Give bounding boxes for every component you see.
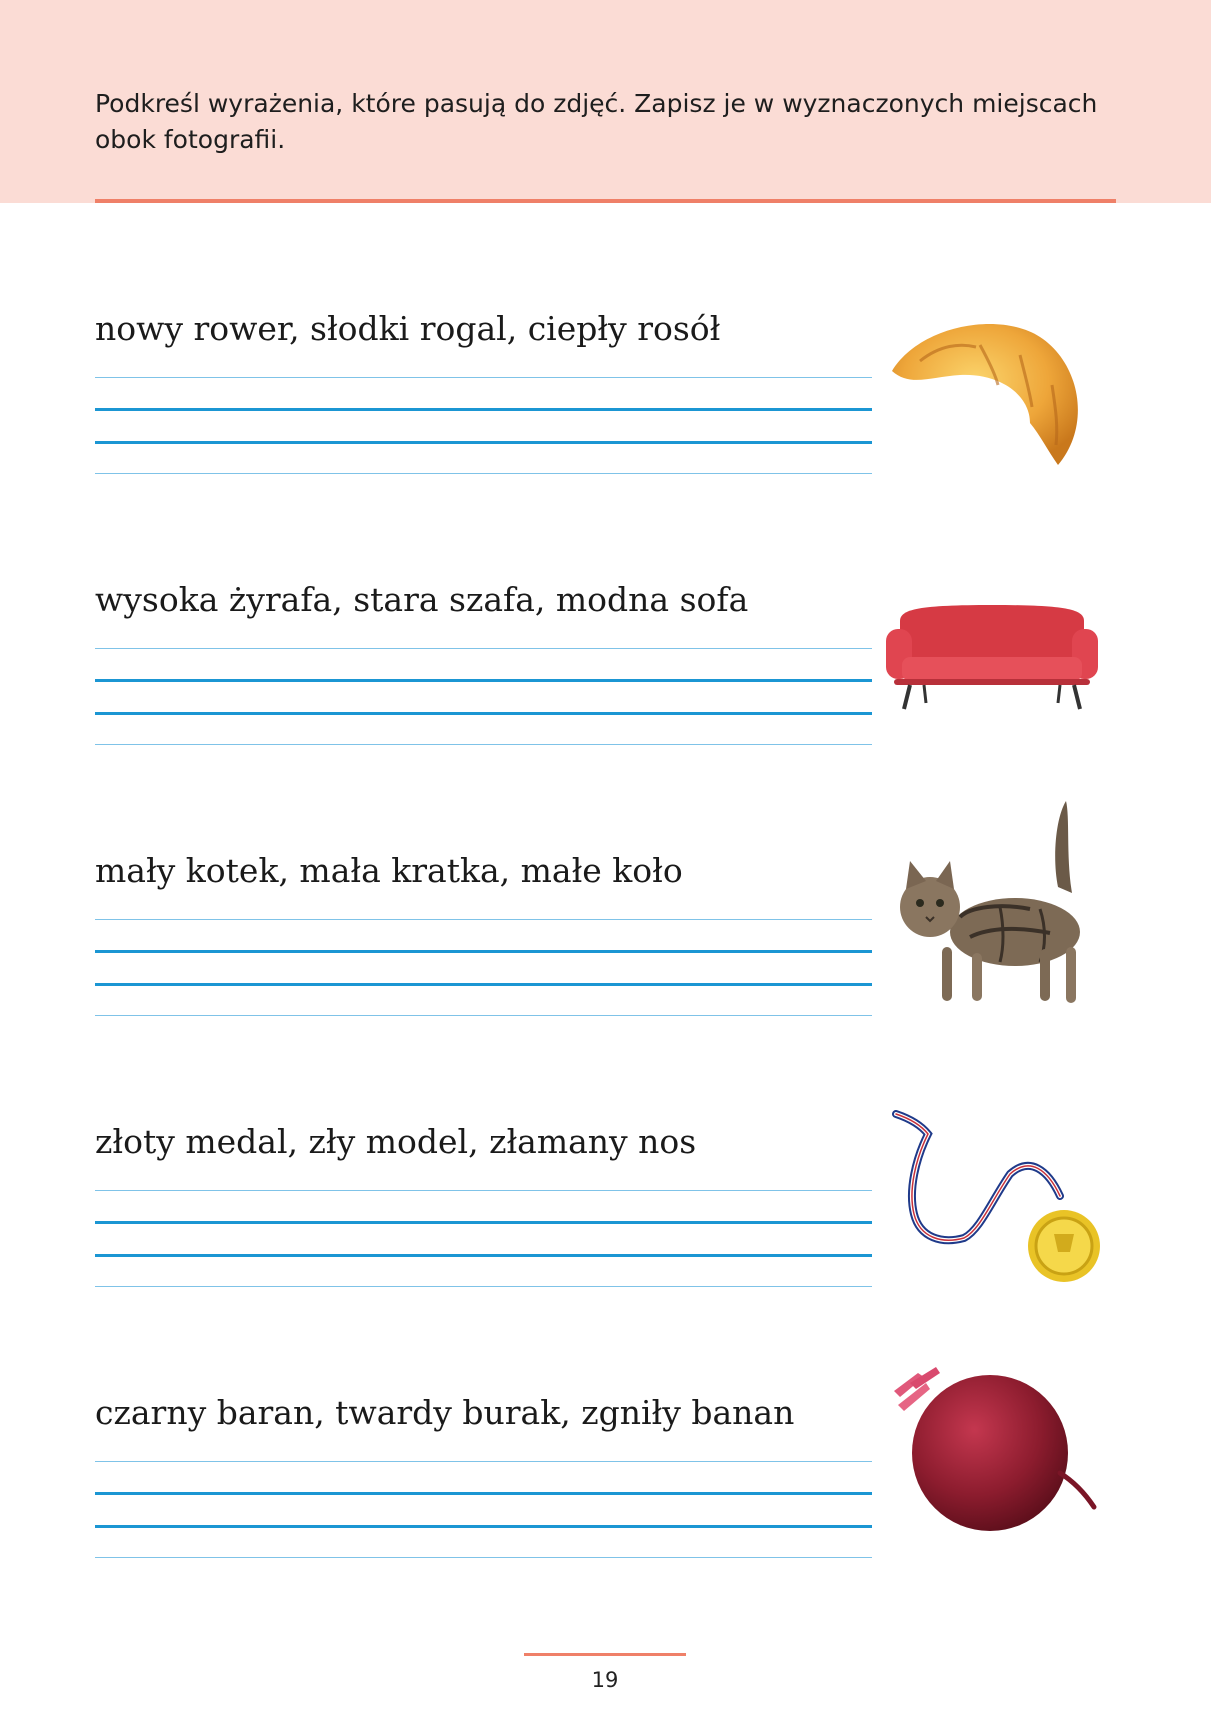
writing-line[interactable]: [95, 1254, 872, 1257]
phrase-text: czarny baran, twardy burak, zgniły banan: [95, 1393, 795, 1432]
writing-line[interactable]: [95, 1286, 872, 1287]
writing-line[interactable]: [95, 983, 872, 986]
croissant-image: [880, 315, 1100, 475]
phrase-text: złoty medal, zły model, złamany nos: [95, 1122, 697, 1161]
writing-line[interactable]: [95, 1525, 872, 1528]
exercise-5: [0, 1391, 1211, 1631]
writing-line[interactable]: [95, 1015, 872, 1016]
phrase-text: nowy rower, słodki rogal, ciepły rosół: [95, 309, 721, 348]
phrase-text: mały kotek, mała kratka, małe koło: [95, 851, 683, 890]
writing-line[interactable]: [95, 919, 872, 920]
writing-line[interactable]: [95, 1190, 872, 1191]
exercise-4: [0, 1120, 1211, 1360]
writing-line[interactable]: [95, 744, 872, 745]
instruction-text: Podkreśl wyrażenia, które pasują do zdjęć. Zapisz je w wyznaczonych miejscach obok fotografii.: [95, 89, 1098, 154]
beetroot-image: [880, 1363, 1105, 1543]
kitten-image: [880, 797, 1100, 1027]
writing-line[interactable]: [95, 1461, 872, 1462]
writing-line[interactable]: [95, 1557, 872, 1558]
writing-line[interactable]: [95, 1492, 872, 1495]
sofa-image: [880, 603, 1105, 713]
header-divider: [95, 199, 1116, 203]
exercise-2: [0, 578, 1211, 818]
page-number: 19: [591, 1668, 619, 1692]
footer-divider: [524, 1653, 686, 1656]
exercise-1: [0, 307, 1211, 547]
writing-line[interactable]: [95, 679, 872, 682]
writing-line[interactable]: [95, 408, 872, 411]
exercise-3: [0, 849, 1211, 1089]
writing-line[interactable]: [95, 441, 872, 444]
writing-line[interactable]: [95, 712, 872, 715]
writing-line[interactable]: [95, 473, 872, 474]
instruction-banner: [0, 0, 1211, 203]
writing-line[interactable]: [95, 950, 872, 953]
medal-image: [880, 1110, 1100, 1300]
writing-line[interactable]: [95, 648, 872, 649]
writing-line[interactable]: [95, 1221, 872, 1224]
writing-line[interactable]: [95, 377, 872, 378]
phrase-text: wysoka żyrafa, stara szafa, modna sofa: [95, 580, 749, 619]
